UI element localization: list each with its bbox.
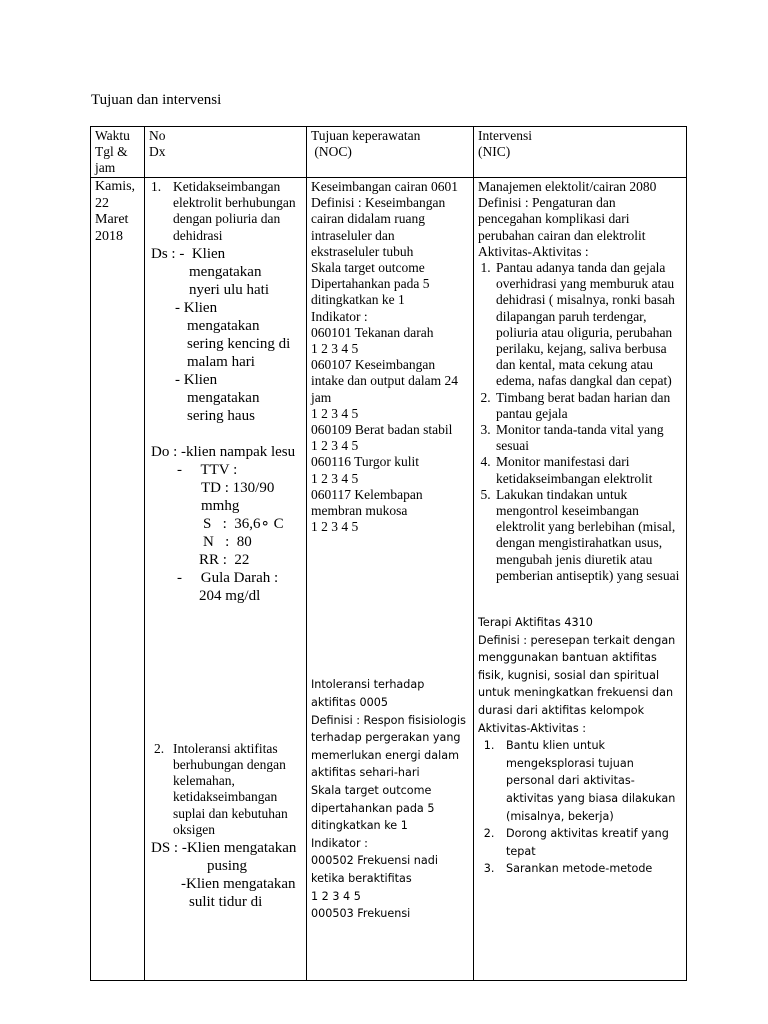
ds-line: mengatakan xyxy=(189,263,262,280)
noc2-line: Intoleransi terhadap xyxy=(311,678,425,692)
noc2-line: 000503 Frekuensi xyxy=(311,907,411,921)
do-line: TD : 130/90 xyxy=(201,479,275,496)
nic2-intro-line: menggunakan bantuan aktifitas xyxy=(478,651,657,665)
dx1-ds xyxy=(151,245,302,425)
noc1-line: 1 2 3 4 5 xyxy=(311,438,359,454)
ds2-line: -Klien mengatakan xyxy=(181,876,296,893)
nic1-item: 2. Timbang berat badan harian dan pantau gejala xyxy=(494,390,682,422)
header-nic-label: (NIC) xyxy=(478,144,511,159)
noc2-line: Indikator : xyxy=(311,836,368,850)
header-jam-label: jam xyxy=(95,160,116,175)
noc1-line: 060116 Turgor kulit xyxy=(311,454,420,470)
dx1-block xyxy=(151,179,302,244)
nic2-intro-line: untuk meningkatkan frekuensi dan xyxy=(478,686,674,700)
do-line: N : 80 xyxy=(203,533,252,550)
header-no-label: No xyxy=(149,128,166,143)
nic2-item: 2. Dorong aktivitas kreatif yang tepat xyxy=(498,825,682,860)
do-line: RR : 22 xyxy=(199,551,250,568)
noc1-line: ekstraseluler tubuh xyxy=(311,243,414,259)
do-line: S : 36,6∘ C xyxy=(203,515,284,532)
do-line: 204 mg/dl xyxy=(199,587,261,604)
header-intervensi-label: Intervensi xyxy=(478,128,532,143)
nic1-item: 5. Lakukan tindakan untuk mengontrol keseimbangan elektrolit yang berlebihan (misal, dengan mengistirahatkan usus, mengubah jenis diuretik atau pemberian antiseptik) yang sesuai xyxy=(494,487,682,584)
noc1-line: Indikator : xyxy=(311,308,368,324)
noc1-line: Skala target outcome xyxy=(311,260,425,276)
date-line: 22 xyxy=(95,195,109,211)
noc1-line: 060109 Berat badan stabil xyxy=(311,422,453,438)
noc1-line: intake dan output dalam 24 xyxy=(311,373,458,389)
date-line: Kamis, xyxy=(95,179,136,194)
noc2-line: Skala target outcome xyxy=(311,784,432,798)
ds2-line: sulit tidur di xyxy=(189,894,263,911)
noc1-line: Definisi : Keseimbangan xyxy=(311,195,446,211)
header-waktu-label: Waktu xyxy=(95,128,130,143)
noc2-block xyxy=(311,676,469,922)
header-waktu xyxy=(91,127,145,178)
noc1-line: 1 2 3 4 5 xyxy=(311,470,359,486)
noc1-line: 060101 Tekanan darah xyxy=(311,324,434,340)
do-line: - Gula Darah : xyxy=(177,569,279,586)
ds-line: mengatakan xyxy=(187,389,260,406)
noc1-block xyxy=(311,179,469,535)
noc1-line: Dipertahankan pada 5 xyxy=(311,276,430,292)
date-line: 2018 xyxy=(95,228,123,244)
ds-line: - Klien xyxy=(175,371,218,388)
ds-line: nyeri ulu hati xyxy=(189,281,269,298)
noc1-line: 060117 Kelembapan xyxy=(311,486,423,502)
noc2-line: terhadap pergerakan yang xyxy=(311,731,461,745)
noc2-line: aktifitas 0005 xyxy=(311,696,388,710)
noc2-line: ditingkatkan ke 1 xyxy=(311,819,408,833)
content-row xyxy=(91,178,687,981)
nic2-list xyxy=(478,737,682,878)
nic1-list xyxy=(478,260,682,584)
care-plan-table xyxy=(90,126,687,981)
header-noc-label: (NOC) xyxy=(311,144,352,159)
nic-cell xyxy=(474,178,687,981)
noc2-line: 000502 Frekuensi nadi xyxy=(311,854,438,868)
nic1-intro-line: perubahan cairan dan elektrolit xyxy=(478,227,646,243)
ds2-line: pusing xyxy=(207,858,248,875)
ds-line: mengatakan xyxy=(187,317,260,334)
header-tgl-label: Tgl & xyxy=(95,144,128,159)
noc2-line: aktifitas sehari-hari xyxy=(311,766,420,780)
dx1-do xyxy=(151,443,302,605)
dx2-number: 2. xyxy=(154,740,165,756)
noc1-line: jam xyxy=(311,389,332,405)
ds2-line: DS : -Klien mengatakan xyxy=(151,840,297,857)
noc2-line: ketika beraktifitas xyxy=(311,872,412,885)
ds-line: Ds : - Klien xyxy=(151,245,226,262)
do-line: - TTV : xyxy=(177,461,238,478)
noc2-line: dipertahankan pada 5 xyxy=(311,801,435,815)
ds-line: sering haus xyxy=(187,407,255,424)
nic2-item: 3. Sarankan metode-metode xyxy=(498,860,682,878)
nic2-block xyxy=(478,614,682,878)
noc1-line: ditingkatkan ke 1 xyxy=(311,292,405,308)
noc1-line: cairan didalam ruang xyxy=(311,211,425,227)
nic2-intro-line: Terapi Aktifitas 4310 xyxy=(478,616,593,630)
dx2-block xyxy=(151,741,302,838)
nic1-intro-line: Aktivitas-Aktivitas : xyxy=(478,243,589,259)
noc1-line: 1 2 3 4 5 xyxy=(311,341,359,357)
date-cell xyxy=(91,178,145,981)
nic1-intro-line: Manajemen elektolit/cairan 2080 xyxy=(478,179,657,194)
header-no-dx xyxy=(145,127,307,178)
noc1-line: 060107 Keseimbangan xyxy=(311,357,436,373)
nic2-intro-line: Aktivitas-Aktivitas : xyxy=(478,721,586,735)
ds-line: - Klien xyxy=(175,299,218,316)
noc1-line: intraseluler dan xyxy=(311,227,395,243)
noc-cell xyxy=(307,178,474,981)
ds-line: malam hari xyxy=(187,353,255,370)
header-row xyxy=(91,127,687,178)
header-tujuan xyxy=(307,127,474,178)
noc2-line: 1 2 3 4 5 xyxy=(311,889,361,903)
nic1-item: 3. Monitor tanda-tanda vital yang sesuai xyxy=(494,422,682,454)
nic2-item: 1. Bantu klien untuk mengeksplorasi tujuan personal dari aktivitas-aktivitas yang biasa dilakukan (misalnya, bekerja) xyxy=(498,737,682,825)
nic2-intro-line: Definisi : peresepan terkait dengan xyxy=(478,633,676,647)
ds-line: sering kencing di xyxy=(187,335,291,352)
noc1-line: 1 2 3 4 5 xyxy=(311,405,359,421)
dx2-ds xyxy=(151,839,302,911)
nic1-intro-line: pencegahan komplikasi dari xyxy=(478,211,630,227)
noc2-line: Definisi : Respon fisisiologis xyxy=(311,713,466,727)
date-line: Maret xyxy=(95,212,129,227)
do-line: mmhg xyxy=(201,497,240,514)
noc1-line: 1 2 3 4 5 xyxy=(311,519,359,535)
header-intervensi xyxy=(474,127,687,178)
nic2-intro-line: durasi dari aktifitas kelompok xyxy=(478,704,645,718)
page-title: Tujuan dan intervensi xyxy=(91,92,222,108)
noc2-line: memerlukan energi dalam xyxy=(311,748,459,762)
dx1-number: 1. xyxy=(151,179,162,194)
nic2-intro-line: fisik, kugnisi, sosial dan spiritual xyxy=(478,668,660,682)
nic1-block xyxy=(478,179,682,584)
dx1-title: Ketidakseimbangan elektrolit berhubungan dengan poliuria dan dehidrasi xyxy=(173,179,296,243)
header-tujuan-label: Tujuan keperawatan xyxy=(311,128,421,143)
nic1-intro-line: Definisi : Pengaturan dan xyxy=(478,195,616,211)
nic1-item: 4. Monitor manifestasi dari ketidakseimbangan elektrolit xyxy=(494,454,682,486)
noc1-line: membran mukosa xyxy=(311,503,408,519)
noc1-line: Keseimbangan cairan 0601 xyxy=(311,179,458,194)
diagnosis-cell xyxy=(145,178,307,981)
do-line: Do : -klien nampak lesu xyxy=(151,443,296,460)
dx2-title: Intoleransi aktifitas berhubungan dengan kelemahan, ketidakseimbangan suplai dan kebutuhan oksigen xyxy=(173,740,288,837)
header-dx-label: Dx xyxy=(149,144,166,159)
nic1-item: 1. Pantau adanya tanda dan gejala overhidrasi yang memburuk atau dehidrasi ( misalnya, ronki basah dilapangan paruh terdengar, poliuria atau oliguria, perubahan perilaku, kejang, saliva berbusa dan kental, mata cekung atau edema, nafas dangkal dan cepat) xyxy=(494,260,682,390)
